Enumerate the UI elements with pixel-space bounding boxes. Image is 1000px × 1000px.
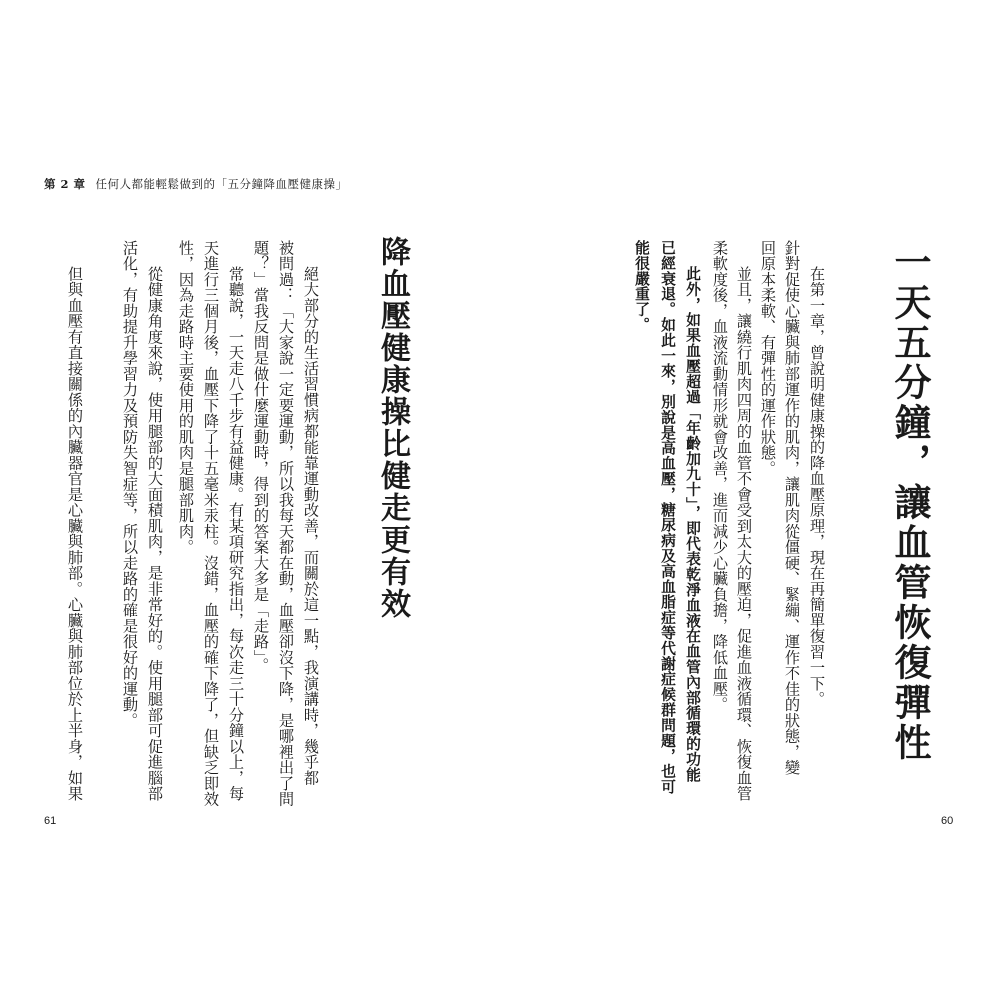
paragraph-line: 針對促使心臟與肺部運作的肌肉，讓肌肉從僵硬、緊繃、運作不佳的狀態，變 <box>783 240 801 776</box>
paragraph-line: 此外，如果血壓超過「年齡加九十」，即代表乾淨血液在血管內部循環的功能 <box>684 266 701 783</box>
section-heading: 降血壓健康操比健走更有效 <box>375 236 410 620</box>
paragraph-line: 在第一章，曾說明健康操的降血壓原理，現在再簡單復習一下。 <box>808 266 826 707</box>
paragraph-line: 並且，讓繞行肌肉四周的血管不會受到太大的壓迫，促進血液循環、恢復血管 <box>735 266 753 802</box>
page-number-right: 60 <box>941 815 954 827</box>
paragraph-line: 被問過：「大家說一定要運動，所以我每天都在動，血壓卻沒下降，是哪裡出了問 <box>277 240 295 807</box>
paragraph-line: 回原本柔軟、有彈性的運作狀態。 <box>759 240 777 477</box>
paragraph-line: 絕大部分的生活習慣病都能靠運動改善，而關於這一點，我演講時，幾乎都 <box>302 266 320 786</box>
paragraph-line: 性，因為走路時主要使用的肌肉是腿部肌肉。 <box>177 240 195 555</box>
chapter-title: 任何人都能輕鬆做到的「五分鐘降血壓健康操」 <box>95 177 348 191</box>
paragraph-line: 已經衰退。如此一來，別說是高血壓，糖尿病及高血脂症等代謝症候群問題，也可 <box>659 240 676 795</box>
paragraph-line: 天進行三個月後，血壓下降了十五毫米汞柱。沒錯，血壓的確下降了，但缺乏即效 <box>202 240 220 807</box>
paragraph-line: 柔軟度後，血液流動情形就會改善，進而減少心臟負擔，降低血壓。 <box>711 240 729 713</box>
paragraph-line: 活化，有助提升學習力及預防失智症等，所以走路的確是很好的運動。 <box>121 240 139 729</box>
paragraph-line: 從健康角度來說，使用腿部的大面積肌肉，是非常好的。使用腿部可促進腦部 <box>146 266 164 802</box>
chapter-number: 第 2 章 <box>44 177 86 191</box>
paragraph-line: 但與血壓有直接關係的內臟器官是心臟與肺部。心臟與肺部位於上半身，如果 <box>66 266 84 802</box>
section-heading: 一天五分鐘，讓血管恢復彈性 <box>888 243 931 763</box>
paragraph-line: 能很嚴重了。 <box>633 240 650 333</box>
paragraph-line: 常聽說，一天走八千步有益健康。有某項研究指出，每次走三十分鐘以上，每 <box>227 266 245 802</box>
paragraph-line: 題？」當我反問是做什麼運動時，得到的答案大多是「走路」。 <box>252 240 270 674</box>
running-header <box>44 176 348 192</box>
page-number-left: 61 <box>44 815 57 827</box>
